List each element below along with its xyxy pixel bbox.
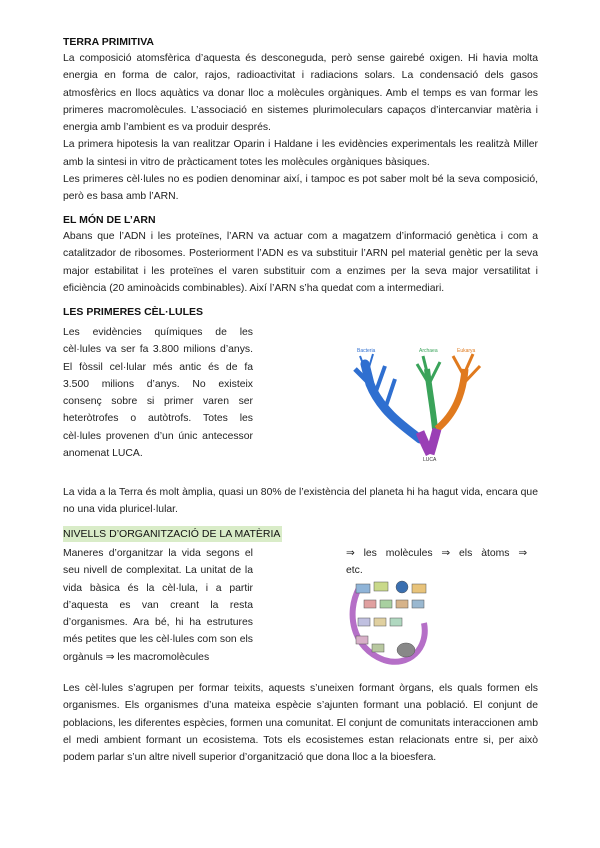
section-vida-terra — [63, 484, 538, 519]
paragraph: Les cèl·lules s’agrupen per formar teixits, aquests s’uneixen formant òrgans, els quals formen els organismes. Els organismes d’una mateixa espècie s’ajunten formant una població. El conjunt de poblacions, les diferentes espècies, formen una comunitat. El conjunt de comunitats interaccionen amb el medi ambient formant un ecosistema. Tots els ecosistemes estan relacionats entre si, per això podem parlar s’un altre nivell superior d’organització que dona lloc a la bioesfera. — [63, 683, 538, 764]
section-title: TERRA PRIMITIVA — [63, 36, 154, 48]
root-label: LUCA — [423, 457, 437, 462]
text-column-right — [346, 545, 536, 580]
section-title: EL MÓN DE L’ARN — [63, 214, 156, 226]
paragraph: Les primeres cèl·lules no es podien denominar així, i tampoc es pot saber molt bé la seva composició, però es basa amb l’ARN. — [63, 174, 538, 203]
paragraph: Les evidències químiques de les cèl·lules va ser fa 3.800 milions d’anys. El fòssil cel·lular més antic és de fa 3.500 milions d’anys. No existeix consenç sobre si primer varen ser heteròtrofes o autòtrofs. Totes les cèl·lules provenen d’un únic antecessor anomenat LUCA. — [63, 327, 253, 460]
bacteria-label: Bacteria — [357, 348, 376, 354]
text-column — [63, 545, 253, 666]
eukarya-label: Eukarya — [457, 348, 476, 354]
section-nivells — [63, 526, 538, 542]
tree-illustration — [345, 344, 495, 462]
section-nivells-text — [63, 680, 538, 766]
paragraph: La vida a la Terra és molt àmplia, quasi un 80% de l’existència del planeta hi ha hagut vida, encara que no una vida pluricel·lular. — [63, 487, 538, 516]
paragraph: ⇒ les molècules ⇒ els àtoms ⇒ etc. — [346, 548, 528, 577]
paragraph: La primera hipotesis la van realitzar Oparin i Haldane i les evidències experimentals les realitzà Miller amb la sintesi in vitro de pràcticament totes les molècules orgàniques bàsiques. — [63, 139, 538, 168]
section-title: LES PRIMERES CÈL·LULES — [63, 306, 204, 318]
levels-cycle-illustration — [344, 578, 434, 668]
section-title-wrap — [63, 526, 538, 542]
paragraph: Abans que l’ADN i les proteïnes, l’ARN va actuar com a magatzem d’informació genètica i com a catalitzador de ribosomes. Posteriorment l’ADN es va substituir l’ARN pel material genètic per la seva major estabilitat i les proteïnes el varen substituir com a enzimes per la seva major versatilitat i eficiència (20 aminoàcids combinables). Així l’ARN s’ha quedat com a intermediari. — [63, 231, 538, 294]
paragraph: La composició atomsfèrica d’aquesta és desconeguda, però sense gairebé oxigen. Hi havia molta energia en forma de calor, rajos, radioactivitat i radiacions solars. La condensació dels gasos atmosfèrics en llocs aquàtics va donar lloc a molècules orgàniques. Amb el temps es van formar les primeres macromolècules. L’associació en sistemes plurimoleculars capaços d’intercanviar matèria i energia amb l’ambient es va produir després. — [63, 53, 538, 134]
phylogenetic-tree-figure — [345, 344, 495, 462]
archaea-label: Archaea — [419, 348, 438, 354]
section-title: NIVELLS D’ORGANITZACIÓ DE LA MATÈRIA — [63, 528, 281, 540]
section-mon-arn — [63, 212, 538, 297]
organization-levels-figure — [344, 578, 434, 668]
section-primeres-cellules — [63, 304, 538, 320]
text-column — [63, 324, 253, 462]
section-terra-primitiva — [63, 34, 538, 206]
paragraph: Maneres d’organitzar la vida segons el seu nivell de complexitat. La unitat de la vida bàsica és la cèl·lula, i a partir d’aquesta es van creant la resta d’organismes. Ara bé, hi ha estrutures més petites que les cèl·lules com son els orgànuls ⇒ les macromolècules — [63, 548, 253, 663]
